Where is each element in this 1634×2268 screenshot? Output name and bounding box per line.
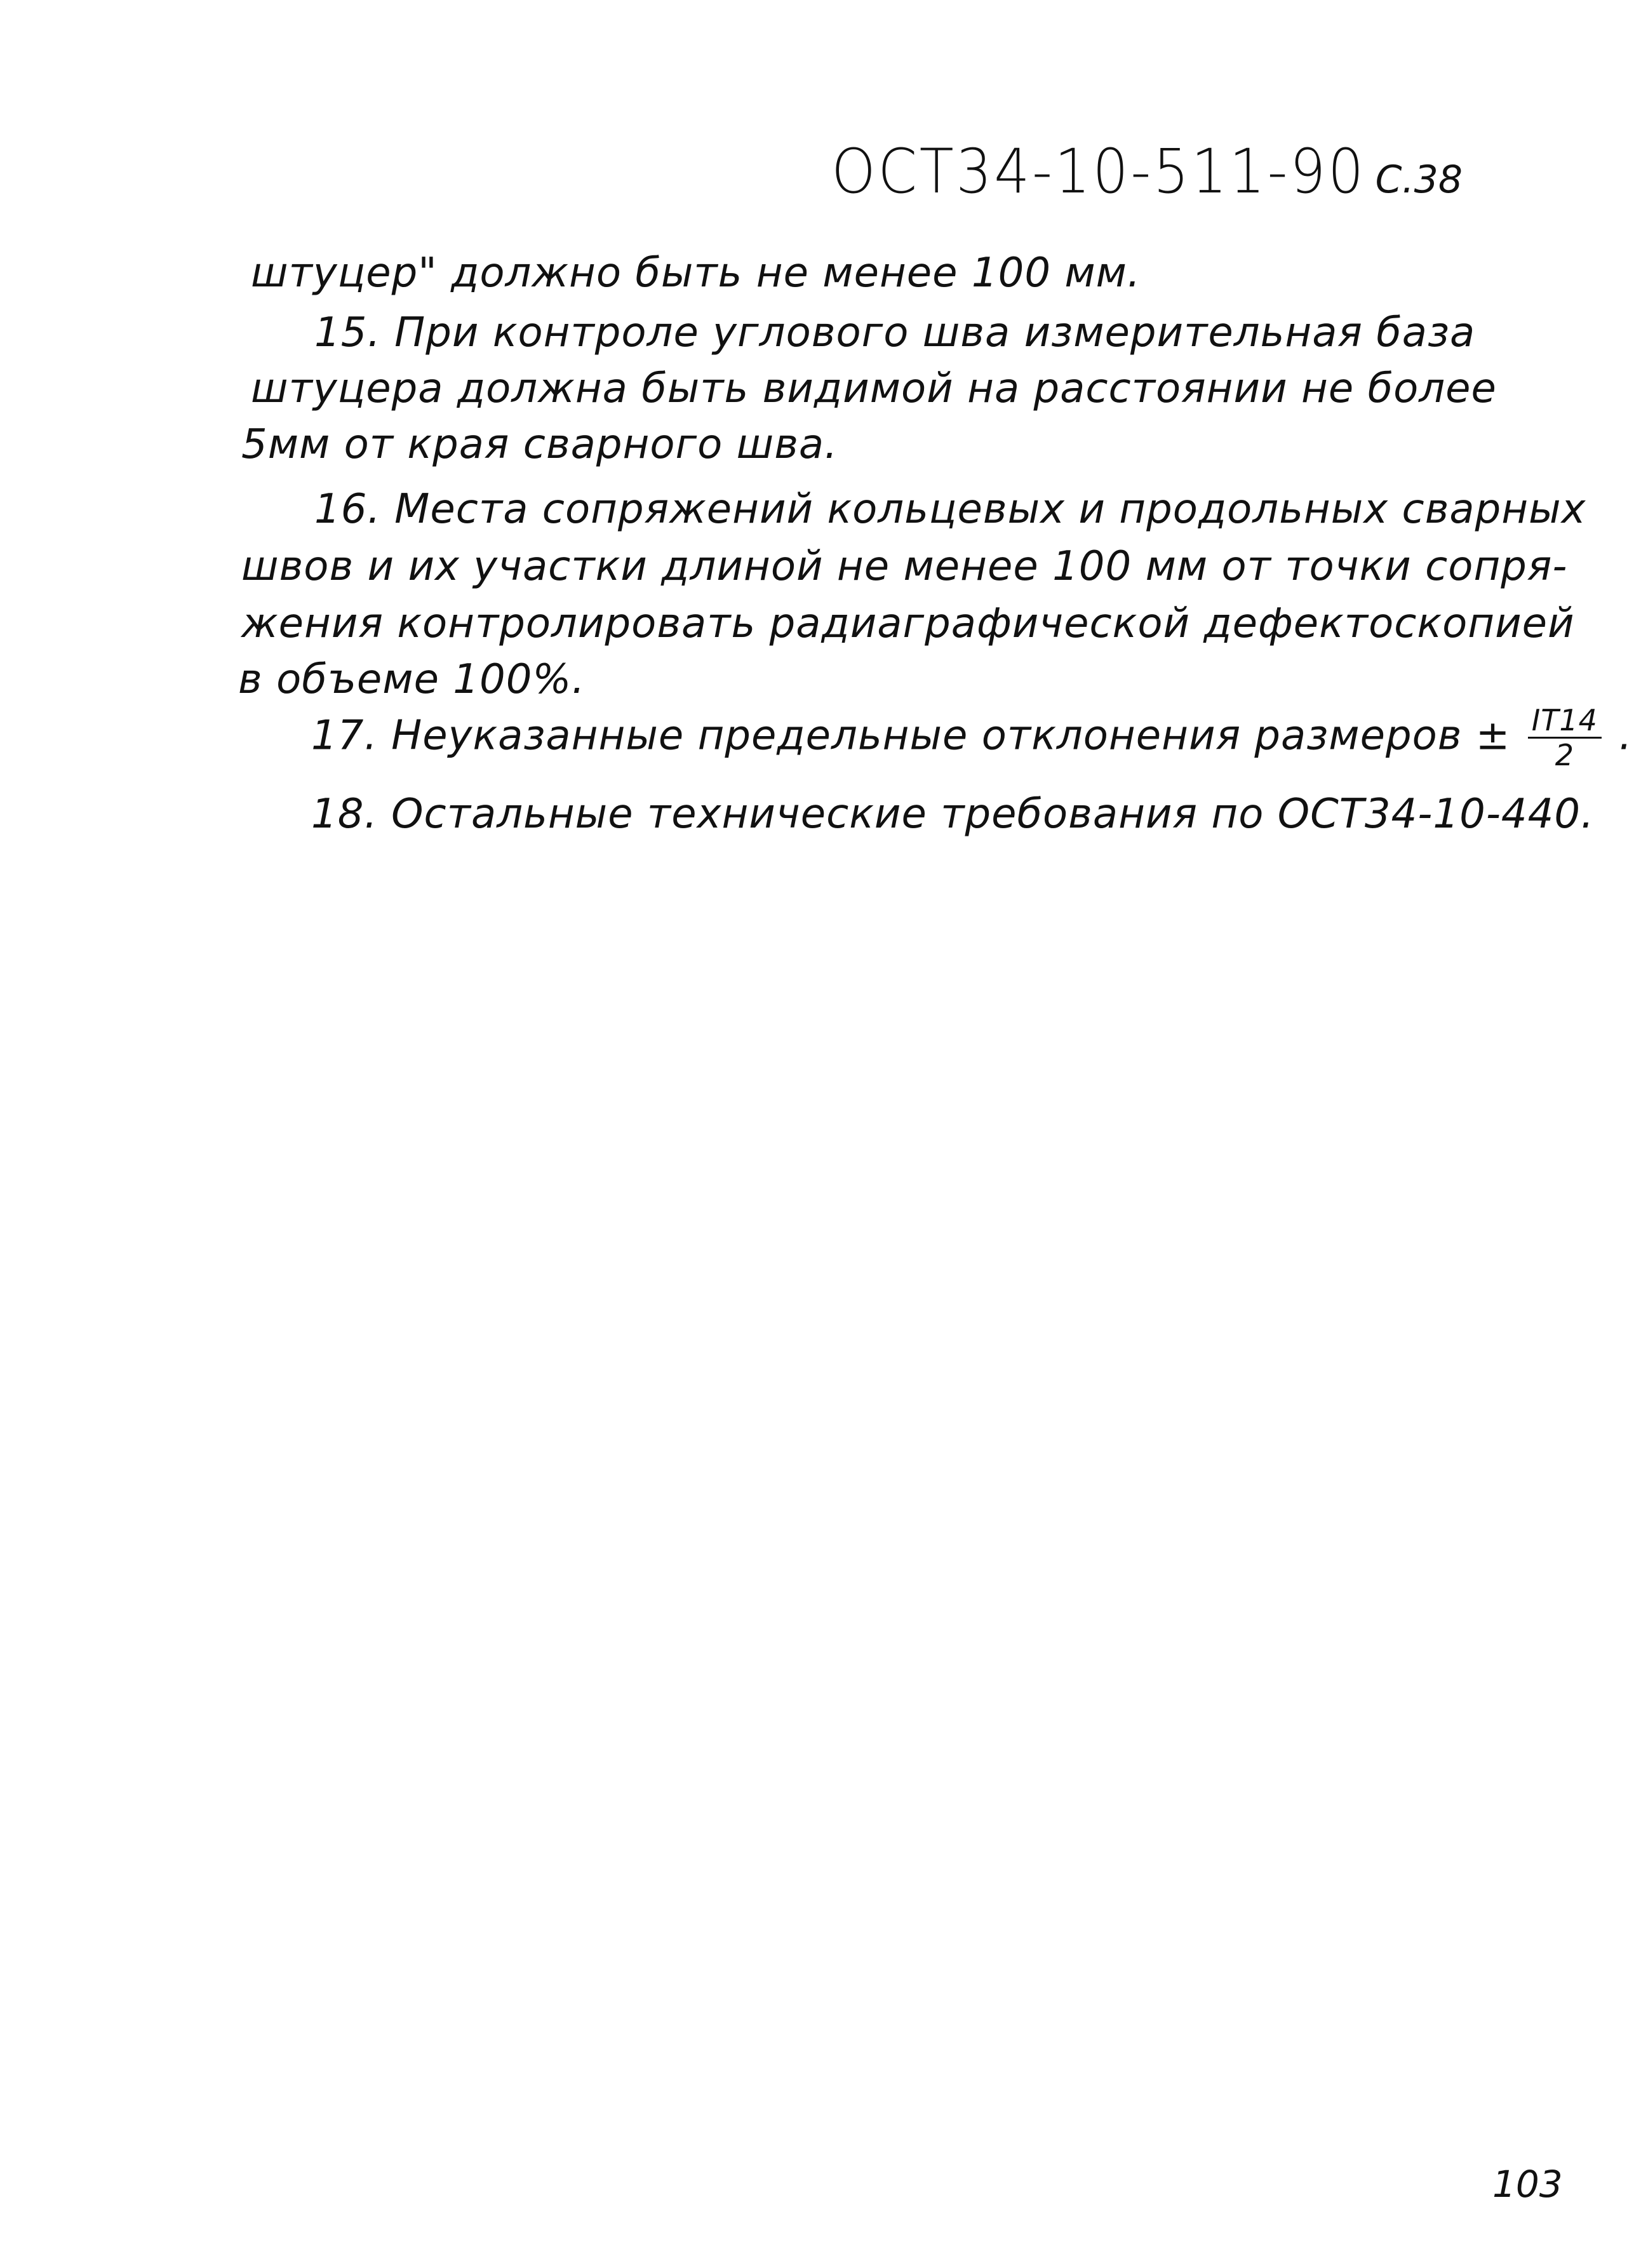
item-17-text: 17. Неуказанные предельные отклонения размеров ± xyxy=(311,712,1511,760)
text-line-item-17 xyxy=(311,705,1633,771)
text-line-item-15: 15. При контроле углового шва измерительная база xyxy=(314,309,1476,356)
sheet-number: С.38 xyxy=(1375,158,1463,202)
text-line-item-18: 18. Остальные технические требования по ОСТ34-10-440. xyxy=(311,791,1595,838)
document-code: ОСТ34-10-511-90 xyxy=(831,136,1366,207)
fraction-denominator: 2 xyxy=(1555,738,1574,773)
page-number: 103 xyxy=(1492,2163,1563,2206)
text-line: швов и их участки длиной не менее 100 мм от точки сопря- xyxy=(241,543,1568,590)
text-line: штуцера должна быть видимой на расстоянии не более xyxy=(251,365,1497,412)
text-line: 5мм от края сварного шва. xyxy=(241,421,838,468)
fraction-numerator: IT14 xyxy=(1528,705,1602,739)
tolerance-fraction xyxy=(1528,705,1602,771)
text-line-item-16: 16. Места сопряжений кольцевых и продольных сварных xyxy=(314,486,1586,533)
item-17-end: . xyxy=(1619,712,1633,760)
text-line: в объеме 100%. xyxy=(238,656,586,703)
text-line: штуцер" должно быть не менее 100 мм. xyxy=(251,250,1141,297)
document-header xyxy=(785,136,1463,207)
text-line: жения контролировать радиаграфической дефектоскопией xyxy=(241,600,1575,647)
